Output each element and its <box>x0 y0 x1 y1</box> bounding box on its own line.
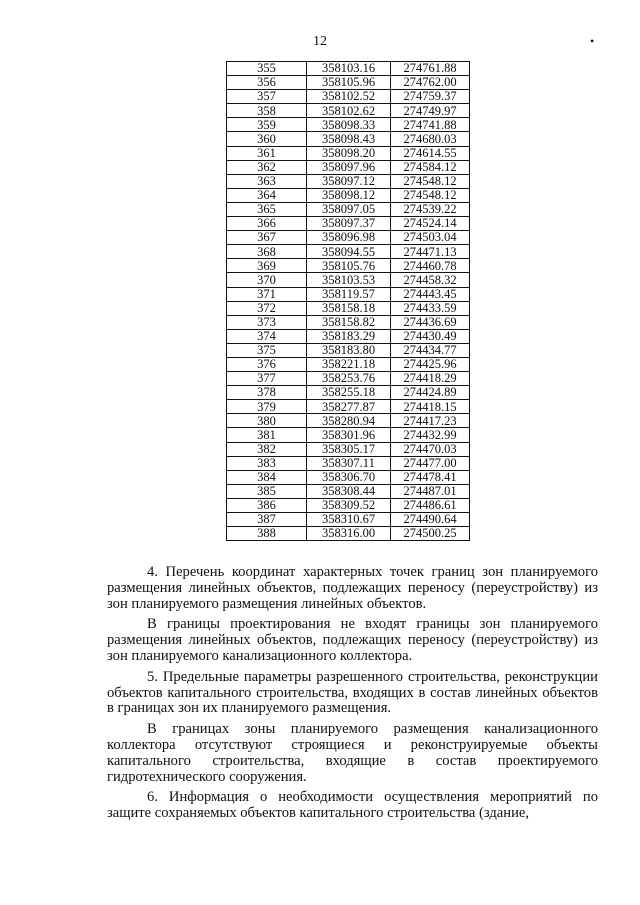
y-coordinate-cell: 274486.61 <box>391 498 470 512</box>
point-number-cell: 383 <box>227 456 307 470</box>
y-coordinate-cell: 274477.00 <box>391 456 470 470</box>
y-coordinate-cell: 274460.78 <box>391 259 470 273</box>
table-row <box>227 245 470 259</box>
point-number-cell: 367 <box>227 231 307 245</box>
y-coordinate-cell: 274503.04 <box>391 231 470 245</box>
table-row <box>227 414 470 428</box>
point-number-cell: 371 <box>227 287 307 301</box>
x-coordinate-cell: 358253.76 <box>307 372 391 386</box>
x-coordinate-cell: 358105.96 <box>307 76 391 90</box>
point-number-cell: 357 <box>227 90 307 104</box>
y-coordinate-cell: 274500.25 <box>391 527 470 541</box>
table-row <box>227 118 470 132</box>
y-coordinate-cell: 274762.00 <box>391 76 470 90</box>
point-number-cell: 361 <box>227 146 307 160</box>
paragraph-section-4: 4. Перечень координат характерных точек границ зон планируемого размещения линейных объектов, подлежащих переносу (переустройству) из зон планируемого размещения линейных объектов. <box>107 564 598 612</box>
table-row <box>227 315 470 329</box>
y-coordinate-cell: 274443.45 <box>391 287 470 301</box>
y-coordinate-cell: 274741.88 <box>391 118 470 132</box>
table-row <box>227 217 470 231</box>
y-coordinate-cell: 274759.37 <box>391 90 470 104</box>
table-row <box>227 400 470 414</box>
point-number-cell: 375 <box>227 343 307 357</box>
paragraph-collector-zone: В границах зоны планируемого размещения канализационного коллектора отсутствуют строящиеся и реконструируемые объекты капитального строительства, входящие в состав проектируемого гидротехнического сооружения. <box>107 721 598 785</box>
table-row <box>227 442 470 456</box>
x-coordinate-cell: 358158.18 <box>307 301 391 315</box>
point-number-cell: 369 <box>227 259 307 273</box>
point-number-cell: 377 <box>227 372 307 386</box>
table-row <box>227 174 470 188</box>
point-number-cell: 360 <box>227 132 307 146</box>
table-row <box>227 372 470 386</box>
table-row <box>227 188 470 202</box>
y-coordinate-cell: 274433.59 <box>391 301 470 315</box>
coordinates-table-body <box>227 62 470 541</box>
y-coordinate-cell: 274548.12 <box>391 188 470 202</box>
x-coordinate-cell: 358221.18 <box>307 357 391 371</box>
y-coordinate-cell: 274539.22 <box>391 202 470 216</box>
table-row <box>227 76 470 90</box>
point-number-cell: 376 <box>227 357 307 371</box>
table-row <box>227 202 470 216</box>
x-coordinate-cell: 358301.96 <box>307 428 391 442</box>
table-row <box>227 301 470 315</box>
table-row <box>227 104 470 118</box>
paragraph-section-6: 6. Информация о необходимости осуществления мероприятий по защите сохраняемых объектов капитального строительства (здание, <box>107 789 598 822</box>
point-number-cell: 370 <box>227 273 307 287</box>
y-coordinate-cell: 274470.03 <box>391 442 470 456</box>
y-coordinate-cell: 274524.14 <box>391 217 470 231</box>
x-coordinate-cell: 358103.16 <box>307 62 391 76</box>
table-row <box>227 470 470 484</box>
x-coordinate-cell: 358280.94 <box>307 414 391 428</box>
y-coordinate-cell: 274584.12 <box>391 160 470 174</box>
y-coordinate-cell: 274418.29 <box>391 372 470 386</box>
table-row <box>227 498 470 512</box>
point-number-cell: 387 <box>227 513 307 527</box>
table-row <box>227 132 470 146</box>
point-number-cell: 384 <box>227 470 307 484</box>
point-number-cell: 388 <box>227 527 307 541</box>
table-row <box>227 428 470 442</box>
x-coordinate-cell: 358097.96 <box>307 160 391 174</box>
point-number-cell: 356 <box>227 76 307 90</box>
y-coordinate-cell: 274432.99 <box>391 428 470 442</box>
x-coordinate-cell: 358097.12 <box>307 174 391 188</box>
y-coordinate-cell: 274434.77 <box>391 343 470 357</box>
x-coordinate-cell: 358309.52 <box>307 498 391 512</box>
y-coordinate-cell: 274424.89 <box>391 386 470 400</box>
point-number-cell: 373 <box>227 315 307 329</box>
point-number-cell: 365 <box>227 202 307 216</box>
table-row <box>227 287 470 301</box>
x-coordinate-cell: 358098.12 <box>307 188 391 202</box>
x-coordinate-cell: 358102.62 <box>307 104 391 118</box>
x-coordinate-cell: 358310.67 <box>307 513 391 527</box>
x-coordinate-cell: 358103.53 <box>307 273 391 287</box>
table-row <box>227 273 470 287</box>
y-coordinate-cell: 274614.55 <box>391 146 470 160</box>
table-row <box>227 513 470 527</box>
y-coordinate-cell: 274680.03 <box>391 132 470 146</box>
x-coordinate-cell: 358277.87 <box>307 400 391 414</box>
x-coordinate-cell: 358158.82 <box>307 315 391 329</box>
point-number-cell: 368 <box>227 245 307 259</box>
table-row <box>227 231 470 245</box>
point-number-cell: 379 <box>227 400 307 414</box>
point-number-cell: 385 <box>227 484 307 498</box>
table-row <box>227 329 470 343</box>
y-coordinate-cell: 274417.23 <box>391 414 470 428</box>
y-coordinate-cell: 274478.41 <box>391 470 470 484</box>
point-number-cell: 364 <box>227 188 307 202</box>
x-coordinate-cell: 358102.52 <box>307 90 391 104</box>
point-number-cell: 374 <box>227 329 307 343</box>
y-coordinate-cell: 274430.49 <box>391 329 470 343</box>
table-row <box>227 146 470 160</box>
y-coordinate-cell: 274487.01 <box>391 484 470 498</box>
y-coordinate-cell: 274458.32 <box>391 273 470 287</box>
y-coordinate-cell: 274761.88 <box>391 62 470 76</box>
x-coordinate-cell: 358098.33 <box>307 118 391 132</box>
x-coordinate-cell: 358097.05 <box>307 202 391 216</box>
table-row <box>227 357 470 371</box>
point-number-cell: 381 <box>227 428 307 442</box>
table-row <box>227 62 470 76</box>
table-row <box>227 90 470 104</box>
x-coordinate-cell: 358183.29 <box>307 329 391 343</box>
point-number-cell: 359 <box>227 118 307 132</box>
x-coordinate-cell: 358307.11 <box>307 456 391 470</box>
x-coordinate-cell: 358105.76 <box>307 259 391 273</box>
x-coordinate-cell: 358255.18 <box>307 386 391 400</box>
x-coordinate-cell: 358097.37 <box>307 217 391 231</box>
y-coordinate-cell: 274425.96 <box>391 357 470 371</box>
point-number-cell: 355 <box>227 62 307 76</box>
point-number-cell: 362 <box>227 160 307 174</box>
table-row <box>227 386 470 400</box>
table-row <box>227 259 470 273</box>
coordinates-table <box>226 61 470 541</box>
x-coordinate-cell: 358308.44 <box>307 484 391 498</box>
table-row <box>227 456 470 470</box>
body-text <box>107 565 598 822</box>
point-number-cell: 366 <box>227 217 307 231</box>
point-number-cell: 378 <box>227 386 307 400</box>
x-coordinate-cell: 358316.00 <box>307 527 391 541</box>
y-coordinate-cell: 274548.12 <box>391 174 470 188</box>
y-coordinate-cell: 274749.97 <box>391 104 470 118</box>
paragraph-section-5: 5. Предельные параметры разрешенного строительства, реконструкции объектов капитального строительства, входящих в состав линейных объектов в границах зон их планируемого размещения. <box>107 668 598 717</box>
point-number-cell: 380 <box>227 414 307 428</box>
y-coordinate-cell: 274471.13 <box>391 245 470 259</box>
table-row <box>227 527 470 541</box>
x-coordinate-cell: 358098.43 <box>307 132 391 146</box>
x-coordinate-cell: 358094.55 <box>307 245 391 259</box>
x-coordinate-cell: 358098.20 <box>307 146 391 160</box>
point-number-cell: 358 <box>227 104 307 118</box>
point-number-cell: 363 <box>227 174 307 188</box>
x-coordinate-cell: 358306.70 <box>307 470 391 484</box>
x-coordinate-cell: 358183.80 <box>307 343 391 357</box>
point-number-cell: 382 <box>227 442 307 456</box>
y-coordinate-cell: 274418.15 <box>391 400 470 414</box>
paragraph-boundaries: В границы проектирования не входят границы зон планируемого размещения линейных объектов, подлежащих переносу (переустройству) из зон планируемого канализационного коллектора. <box>107 616 598 664</box>
scan-mark: • <box>590 34 595 48</box>
x-coordinate-cell: 358096.98 <box>307 231 391 245</box>
point-number-cell: 372 <box>227 301 307 315</box>
y-coordinate-cell: 274436.69 <box>391 315 470 329</box>
y-coordinate-cell: 274490.64 <box>391 513 470 527</box>
point-number-cell: 386 <box>227 498 307 512</box>
x-coordinate-cell: 358119.57 <box>307 287 391 301</box>
page-number: 12 <box>313 34 327 49</box>
table-row <box>227 160 470 174</box>
table-row <box>227 484 470 498</box>
table-row <box>227 343 470 357</box>
x-coordinate-cell: 358305.17 <box>307 442 391 456</box>
